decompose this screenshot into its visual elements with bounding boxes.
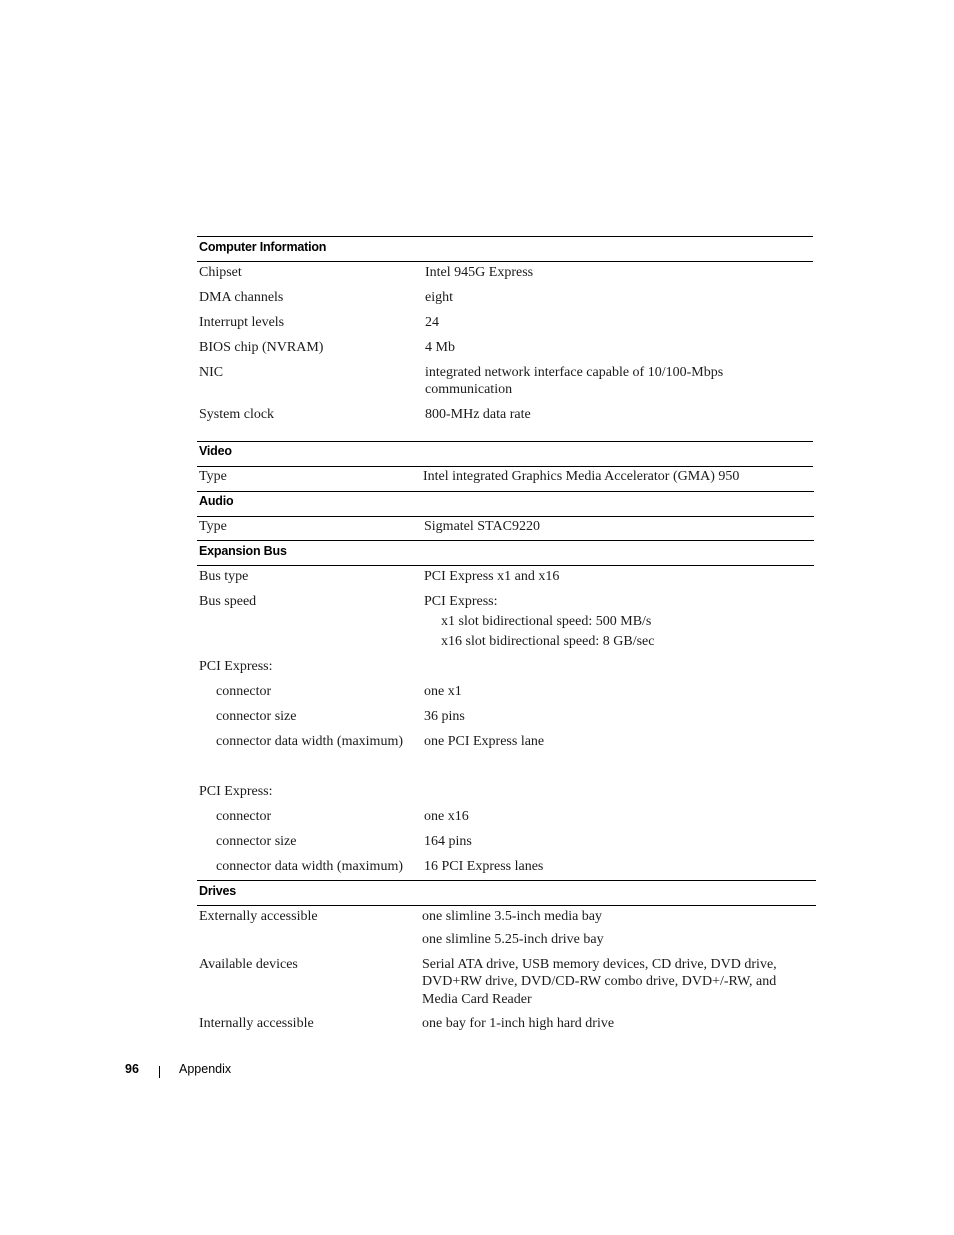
row-value-x1-data-width: one PCI Express lane (424, 734, 545, 749)
row-value-video-type: Intel integrated Graphics Media Accelerator (GMA) 950 (423, 469, 740, 484)
row-label-externally-accessible: Externally accessible (199, 909, 318, 924)
section-title-expansion-bus: Expansion Bus (199, 544, 287, 558)
section-top-rule (197, 540, 814, 541)
section-title-audio: Audio (199, 494, 234, 508)
row-value-bus-type: PCI Express x1 and x16 (424, 569, 560, 584)
row-value-x1-connector: one x1 (424, 684, 462, 699)
row-value-nic-continued: communication (425, 382, 513, 397)
pci-x16-heading: PCI Express: (199, 784, 273, 799)
row-value-available-devices-line3: Media Card Reader (422, 992, 532, 1007)
row-value-internally-accessible: one bay for 1-inch high hard drive (422, 1016, 615, 1031)
section-top-rule (197, 491, 814, 492)
row-label-x1-connector: connector (216, 684, 272, 699)
section-top-rule (197, 441, 813, 442)
row-value-x1-connector-size: 36 pins (424, 709, 465, 724)
row-value-bus-speed: PCI Express: (424, 594, 498, 609)
section-header-rule (197, 466, 813, 467)
row-label-x1-connector-size: connector size (216, 709, 297, 724)
row-label-x16-connector-size: connector size (216, 834, 297, 849)
row-value-bus-speed-x1: x1 slot bidirectional speed: 500 MB/s (441, 614, 652, 629)
row-value-interrupt-levels: 24 (425, 315, 439, 330)
footer-divider (159, 1066, 160, 1078)
row-label-video-type: Type (199, 469, 227, 484)
section-header-rule (197, 905, 816, 906)
footer-section-name: Appendix (179, 1062, 232, 1076)
row-label-x16-connector: connector (216, 809, 272, 824)
section-title-computer-information: Computer Information (199, 240, 327, 254)
pci-x1-heading: PCI Express: (199, 659, 273, 674)
row-label-dma-channels: DMA channels (199, 290, 284, 305)
section-title-video: Video (199, 444, 232, 458)
row-label-interrupt-levels: Interrupt levels (199, 315, 285, 330)
row-value-x16-connector-size: 164 pins (424, 834, 472, 849)
row-value-x16-data-width: 16 PCI Express lanes (424, 859, 544, 874)
row-value-bus-speed-x16: x16 slot bidirectional speed: 8 GB/sec (441, 634, 655, 649)
section-header-rule (197, 565, 814, 566)
row-value-x16-connector: one x16 (424, 809, 469, 824)
row-label-chipset: Chipset (199, 265, 242, 280)
row-value-bios-chip: 4 Mb (425, 340, 455, 355)
row-value-system-clock: 800-MHz data rate (425, 407, 531, 422)
section-top-rule (197, 880, 816, 881)
page-number: 96 (125, 1062, 139, 1076)
row-value-media-bay: one slimline 3.5-inch media bay (422, 909, 603, 924)
row-value-available-devices-line2: DVD+RW drive, DVD/CD-RW combo drive, DVD+/-RW, and (422, 974, 777, 989)
section-header-rule (197, 261, 813, 262)
row-value-chipset: Intel 945G Express (425, 265, 534, 280)
section-top-rule (197, 236, 813, 237)
row-label-system-clock: System clock (199, 407, 275, 422)
row-label-nic: NIC (199, 365, 224, 380)
row-value-drive-bay: one slimline 5.25-inch drive bay (422, 932, 604, 947)
row-value-nic: integrated network interface capable of 10/100-Mbps (425, 365, 724, 380)
row-label-bus-speed: Bus speed (199, 594, 257, 609)
row-label-bios-chip: BIOS chip (NVRAM) (199, 340, 324, 355)
section-title-drives: Drives (199, 884, 237, 898)
row-label-x16-data-width: connector data width (maximum) (216, 859, 403, 874)
row-label-available-devices: Available devices (199, 957, 298, 972)
row-label-x1-data-width: connector data width (maximum) (216, 734, 403, 749)
row-value-dma-channels: eight (425, 290, 453, 305)
row-value-audio-type: Sigmatel STAC9220 (424, 519, 540, 534)
row-value-available-devices-line1: Serial ATA drive, USB memory devices, CD drive, DVD drive, (422, 957, 777, 972)
row-label-audio-type: Type (199, 519, 227, 534)
section-header-rule (197, 516, 814, 517)
row-label-bus-type: Bus type (199, 569, 249, 584)
row-label-internally-accessible: Internally accessible (199, 1016, 314, 1031)
